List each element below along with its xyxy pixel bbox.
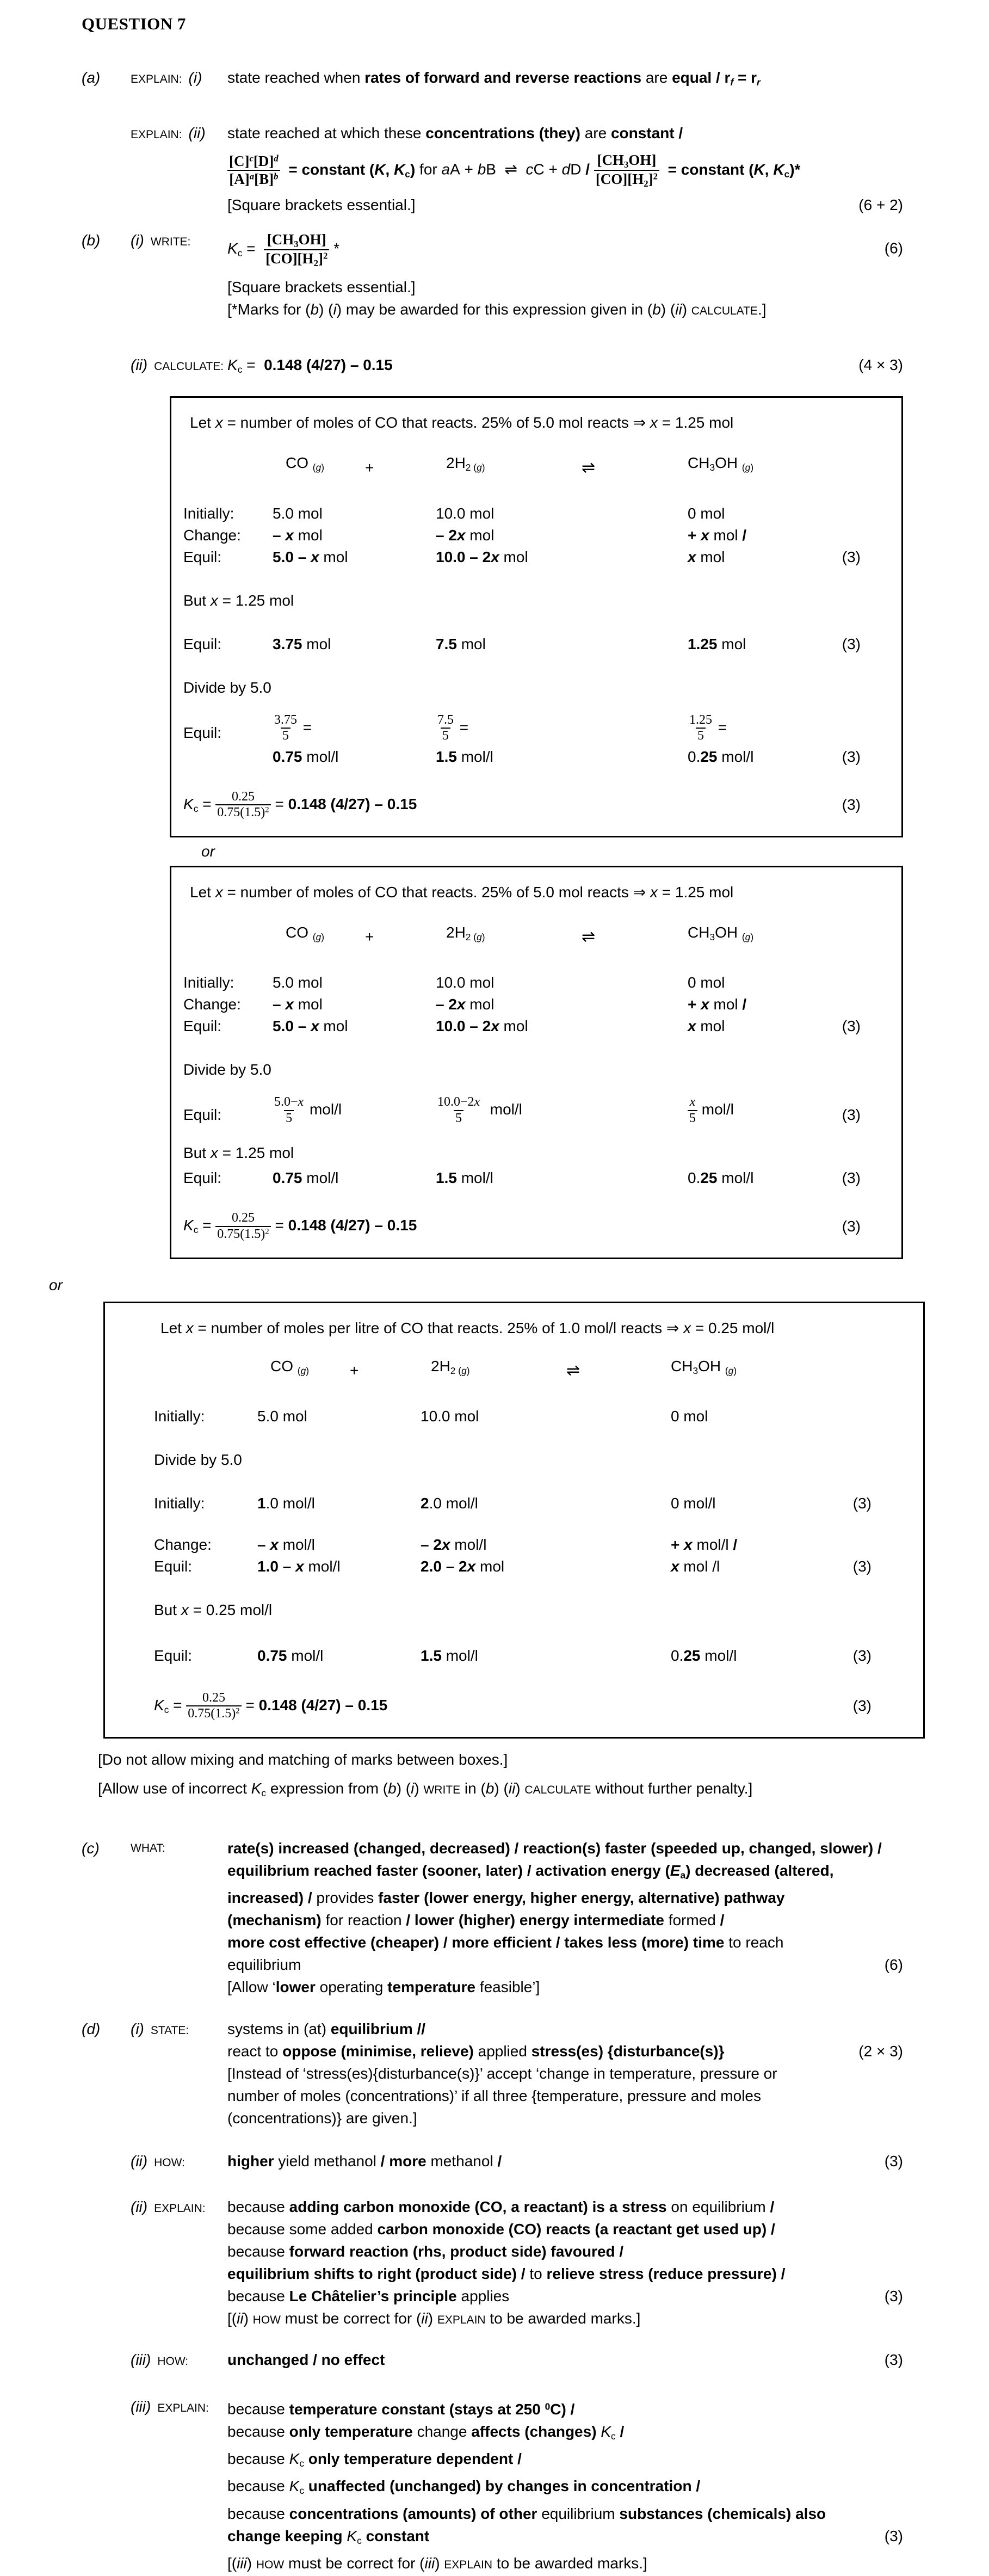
roman-numeral: (ii) — [131, 2153, 148, 2170]
table-row: Divide by 5.0 — [183, 679, 271, 696]
table-row: Change: – x mol – 2x mol + x mol / — [183, 526, 747, 544]
working-box-1 — [170, 396, 903, 837]
text-line: unchanged / no effect (3) — [227, 2349, 903, 2371]
table-row: Initially: 5.0 mol 10.0 mol 0 mol — [183, 974, 725, 991]
table-row: Divide by 5.0 — [154, 1451, 242, 1468]
ice-table — [183, 452, 861, 821]
answer-block — [227, 2349, 903, 2371]
note-line — [227, 194, 903, 216]
answer-block — [227, 2150, 903, 2172]
table-row: Initially: 1.0 mol/l 2.0 mol/l 0 mol/l (3) — [154, 1494, 871, 1512]
or-separator: or — [49, 1276, 63, 1293]
part-a-i — [82, 66, 903, 94]
marks-badge: (6) — [884, 239, 903, 257]
roman-numeral: (i) — [188, 69, 202, 86]
text-line: [Instead of ‘stress(es){disturbance(s)}’ accept ‘change in temperature, pressure or — [227, 2065, 777, 2082]
marks-badge: (3) — [884, 2288, 903, 2305]
marking-note: [Allow use of incorrect $K_c$ expression from (b) (i) WRITE in (b) (ii) CALCULATE without further penalty.] — [98, 1779, 753, 1799]
table-row: Change: – x mol – 2x mol + x mol / — [183, 996, 747, 1013]
box-intro: Let x = number of moles of CO that reacts. 25% of 5.0 mol reacts ⇒ x = 1.25 mol — [190, 414, 734, 432]
part-d-iii-explain — [82, 2395, 903, 2575]
table-row: $K_c$ = $\frac{0.25}{0.75(1.5)^2}$ = 0.148 (4/27) – 0.15 (3) — [154, 1690, 871, 1721]
directive-label: EXPLAIN: — [131, 128, 182, 141]
text-line: rate(s) increased (changed, decreased) / reaction(s) faster (speeded up, changed, slower) / — [227, 1840, 882, 1857]
directive-label: HOW: — [157, 2355, 189, 2368]
text-line: because forward reaction (rhs, product side) favoured / — [227, 2243, 624, 2260]
page-title: QUESTION 7 — [82, 14, 186, 33]
ice-table — [183, 922, 861, 1242]
text-line: equilibrium reached faster (sooner, later) / activation energy $(E_a)$ decreased (altered, — [227, 1862, 834, 1881]
marks-badge: (3) — [884, 2153, 903, 2170]
table-row: Divide by 5.0 — [183, 1061, 271, 1079]
roman-numeral: (ii) — [131, 2198, 148, 2216]
part-b-i — [82, 229, 903, 323]
text-line: because $K_c$ only temperature dependent / — [227, 2450, 522, 2469]
roman-numeral: (iii) — [131, 2398, 151, 2415]
kc-result-text: $K_c = 0.148$ (4/27) – 0.15 — [227, 356, 393, 375]
text-line: increased) / provides faster (lower energy, higher energy, alternative) pathway — [227, 1889, 785, 1907]
table-row: But x = 1.25 mol — [183, 591, 294, 609]
text-line: (concentrations)} are given.] — [227, 2110, 417, 2127]
answer-block — [227, 1837, 903, 1998]
part-d-ii-explain — [82, 2196, 903, 2331]
answer-line: state reached when rates of forward and reverse reactions are equal / $r_f = r_r$ — [227, 69, 761, 88]
text-line: systems in (at) equilibrium // — [227, 2020, 426, 2038]
table-row: CO $_{(g)}$ + $2H_{2 (g)}$ ⇌ $CH_3OH$ $_{(g)}$ — [270, 1357, 737, 1379]
marking-note: [Do not allow mixing and matching of marks between boxes.] — [98, 1751, 508, 1768]
box-intro: Let x = number of moles of CO that reacts. 25% of 5.0 mol reacts ⇒ x = 1.25 mol — [190, 883, 734, 901]
text-line: equilibrium shifts to right (product side) / to relieve stress (reduce pressure) / — [227, 2265, 786, 2283]
roman-numeral: (i) — [131, 231, 144, 249]
text-line: number of moles (concentrations)’ if all three {temperature, pressure and moles — [227, 2087, 761, 2105]
table-row: Initially: 5.0 mol 10.0 mol 0 mol — [154, 1407, 708, 1425]
table-row: $K_c$ = $\frac{0.25}{0.75(1.5)^2}$ = 0.148 (4/27) – 0.15 (3) — [183, 789, 861, 820]
item-letter: (d) — [82, 2020, 101, 2038]
text-line: [(ii) HOW must be correct for (ii) EXPLAIN to be awarded marks.] — [227, 2310, 641, 2327]
working-box-3 — [103, 1302, 925, 1739]
marks-badge: (2 × 3) — [858, 2043, 903, 2060]
roman-numeral: (ii) — [131, 356, 148, 374]
directive-label: CALCULATE: — [154, 360, 224, 373]
directive-label: HOW: — [154, 2156, 185, 2170]
table-row: Equil: 5.0 – x mol 10.0 – 2x mol x mol (3) — [183, 548, 861, 565]
marks-badge: (3) — [842, 1218, 861, 1235]
item-letter: (b) — [82, 231, 101, 249]
answer-block — [227, 2018, 903, 2129]
text-line: because only temperature change affects (changes) $K_c$ / — [227, 2423, 625, 2442]
part-c — [82, 1837, 903, 1998]
table-row: Equil: $\frac{5.0-x}{5}$ mol/l $\frac{10.0-2x}{5}$ mol/l $\frac{x}{5}$ mol/l (3) — [183, 1095, 861, 1125]
table-row: Equil: 5.0 – x mol 10.0 – 2x mol x mol (3) — [183, 1018, 861, 1035]
directive-label: WHAT: — [131, 1842, 165, 1855]
text-line: because concentrations (amounts) of other equilibrium substances (chemicals) also — [227, 2505, 826, 2522]
table-row: CO $_{(g)}$ + $2H_{2 (g)}$ ⇌ $CH_3OH$ $_{(g)}$ — [286, 923, 754, 946]
note-line: [Square brackets essential.] — [227, 279, 416, 296]
text-line: [(iii) HOW must be correct for (iii) EXPLAIN to be awarded marks.] — [227, 2554, 647, 2572]
answer-line — [227, 354, 903, 381]
table-row: Equil: 0.75 mol/l 1.5 mol/l 0.25 mol/l (3) — [183, 1169, 861, 1187]
roman-numeral: (iii) — [131, 2351, 151, 2369]
text-line: (mechanism) for reaction / lower (higher) energy intermediate formed / — [227, 1912, 725, 1929]
kc-general-formula: $\frac{[C]^c[D]^d}{[A]^a[B]^b}$ = constant (K, $K_c$) for aA + bB ⇌ cC + dD / $\frac{[CH_3OH]}{[CO][H_2]^2}$ = constant (K, $K_c)*$ — [227, 152, 903, 189]
table-row: But x = 1.25 mol — [183, 1144, 294, 1162]
kc-expression-text: $K_c$ = $\frac{[CH_3OH]}{[CO][H_2]^2}$ * — [227, 231, 339, 268]
note-line: [*Marks for (b) (i) may be awarded for this expression given in (b) (ii) CALCULATE.] — [227, 301, 767, 318]
part-d-ii-how — [82, 2150, 903, 2174]
working-box-2 — [170, 866, 903, 1259]
part-b-ii — [82, 354, 903, 381]
part-d-iii-how — [82, 2349, 903, 2372]
item-letter: (a) — [82, 69, 101, 86]
marks-badge: (6) — [884, 1956, 903, 1974]
text-line: [Allow ‘lower operating temperature feasible’] — [227, 1979, 540, 1996]
text-line: because adding carbon monoxide (CO, a reactant) is a stress on equilibrium / — [227, 2198, 775, 2216]
text-line: change keeping $K_c$ constant (3) — [227, 2525, 903, 2552]
table-row: Equil: $\frac{3.75}{5}$ = $\frac{7.5}{5}$ = $\frac{1.25}{5}$ = — [183, 712, 727, 743]
roman-numeral: (i) — [131, 2020, 144, 2038]
box-intro: Let x = number of moles per litre of CO that reacts. 25% of 1.0 mol/l reacts ⇒ x = 0.25 mol/l — [160, 1319, 775, 1336]
marks-badge: (6 + 2) — [858, 196, 903, 213]
directive-label: EXPLAIN: — [157, 2402, 209, 2415]
text-line: react to oppose (minimise, relieve) applied stress(es) {disturbance(s)} (2 × 3) — [227, 2040, 903, 2062]
text-line: equilibrium (6) — [227, 1953, 903, 1976]
table-row: Equil: 1.0 – x mol/l 2.0 – 2x mol x mol /l (3) — [154, 1557, 871, 1575]
text-line: because $K_c$ unaffected (unchanged) by changes in concentration / — [227, 2478, 701, 2497]
marks-badge: (3) — [842, 796, 861, 814]
marks-badge: (3) — [884, 2351, 903, 2369]
directive-label: STATE: — [150, 2024, 189, 2037]
text-line: more cost effective (cheaper) / more efficient / takes less (more) time to reach — [227, 1934, 784, 1951]
answer-block — [227, 2196, 903, 2331]
ice-table — [154, 1355, 871, 1722]
table-row: Equil: 3.75 mol 7.5 mol 1.25 mol (3) — [183, 635, 861, 652]
answer-block — [227, 2395, 903, 2575]
table-row: $K_c$ = $\frac{0.25}{0.75(1.5)^2}$ = 0.148 (4/27) – 0.15 (3) — [183, 1211, 861, 1241]
directive-label: EXPLAIN: — [131, 73, 182, 85]
roman-numeral: (ii) — [188, 125, 206, 142]
table-row: Initially: 5.0 mol 10.0 mol 0 mol — [183, 504, 725, 522]
part-d-i — [82, 2018, 903, 2129]
table-row: But x = 0.25 mol/l — [154, 1601, 273, 1618]
directive-label: EXPLAIN: — [154, 2202, 206, 2215]
item-letter: (c) — [82, 1840, 100, 1857]
or-separator: or — [201, 842, 215, 860]
directive-label: WRITE: — [150, 235, 191, 248]
text-line: because temperature constant (stays at 250 $^0$C) / — [227, 2401, 575, 2418]
table-row: 0.75 mol/l 1.5 mol/l 0.25 mol/l (3) — [273, 748, 861, 765]
text-line: higher yield methanol / more methanol / (3) — [227, 2150, 903, 2172]
answer-line: state reached at which these concentrations (they) are constant / — [227, 125, 683, 142]
kc-expression — [227, 229, 903, 269]
text-line: because some added carbon monoxide (CO) reacts (a reactant get used up) / — [227, 2221, 775, 2238]
note-text: [Square brackets essential.] — [227, 196, 416, 213]
table-row: Equil: 0.75 mol/l 1.5 mol/l 0.25 mol/l (3) — [154, 1647, 871, 1664]
table-row: CO $_{(g)}$ + $2H_{2 (g)}$ ⇌ $CH_3OH$ $_{(g)}$ — [286, 454, 754, 477]
table-row: Change: – x mol/l – 2x mol/l + x mol/l / — [154, 1536, 738, 1553]
marks-badge: (3) — [852, 1697, 871, 1715]
marks-badge: (3) — [884, 2527, 903, 2544]
text-line: because Le Châtelier’s principle applies (3) — [227, 2285, 903, 2307]
part-a-ii — [82, 122, 903, 216]
marks-badge: (4 × 3) — [858, 356, 903, 374]
